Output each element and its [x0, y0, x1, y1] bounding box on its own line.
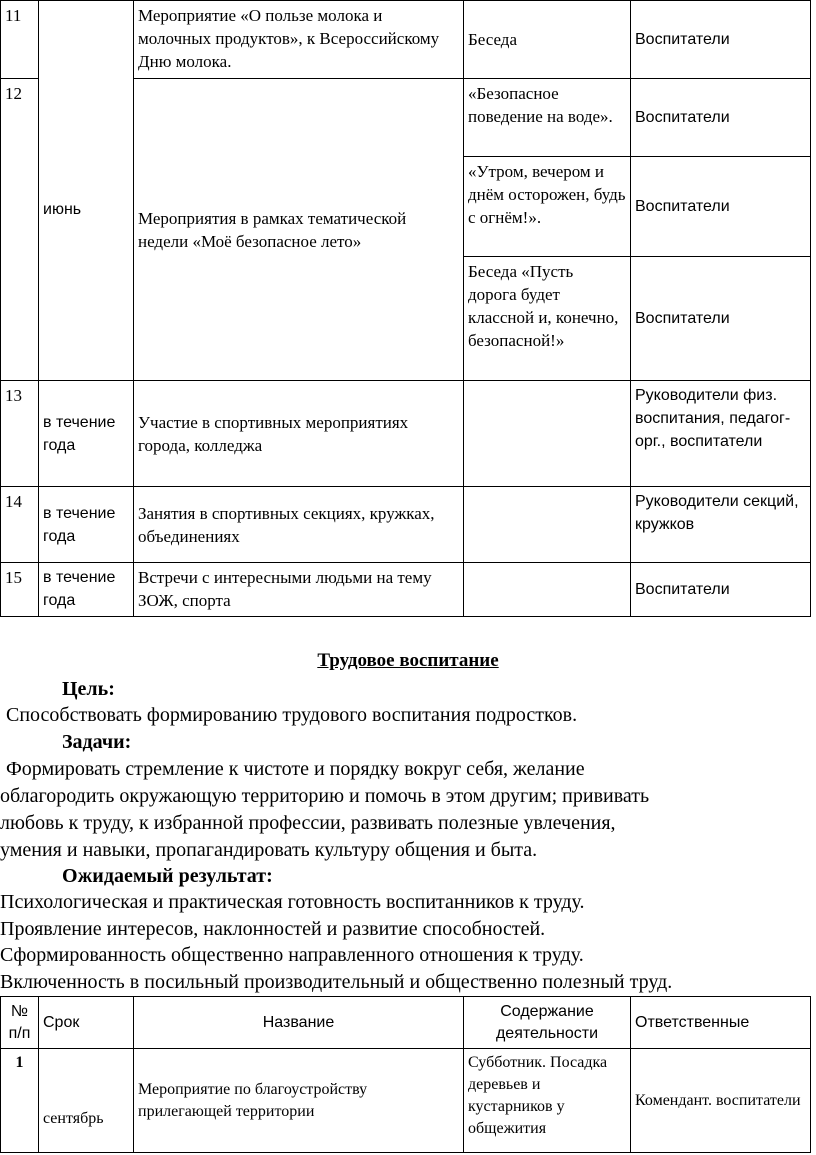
- tasks-line: любовь к труду, к избранной профессии, развивать полезные увлечения,: [0, 812, 616, 834]
- table-row: [1, 487, 811, 563]
- period-cell: в течение года: [39, 381, 134, 487]
- row-number: 1: [1, 1049, 39, 1153]
- responsible-cell: Воспитатели: [631, 79, 811, 157]
- activity-cell: Участие в спортивных мероприятиях города, колледжа: [134, 381, 464, 487]
- responsible-cell: Комендант. воспитатели: [631, 1049, 811, 1153]
- period-cell: июнь: [39, 1, 134, 381]
- responsible-cell: Воспитатели: [631, 1, 811, 79]
- events-table-2: [0, 996, 811, 1153]
- table-header-row: [1, 997, 811, 1049]
- responsible-cell: Воспитатели: [631, 563, 811, 617]
- activity-cell: Встречи с интересными людьми на тему ЗОЖ, спорта: [134, 563, 464, 617]
- row-number: 15: [1, 563, 39, 617]
- row-number: 12: [1, 79, 39, 381]
- table-row: [1, 563, 811, 617]
- tasks-line: умения и навыки, пропагандировать культуру общения и быта.: [0, 839, 538, 861]
- row-number: 14: [1, 487, 39, 563]
- responsible-cell: Воспитатели: [631, 257, 811, 381]
- goal-text: Способствовать формированию трудового воспитания подростков.: [6, 704, 578, 726]
- activity-cell: Мероприятие «О пользе молока и молочных продуктов», к Всероссийскому Дню молока.: [134, 1, 464, 79]
- result-line: Включенность в посильный производительный и общественно полезный труд.: [0, 971, 673, 993]
- activity-cell: Мероприятия в рамках тематической недели «Моё безопасное лето»: [134, 79, 464, 381]
- period-cell: сентябрь: [39, 1049, 134, 1153]
- responsible-cell: Руководители секций, кружков: [631, 487, 811, 563]
- goal-label: Цель:: [62, 678, 115, 700]
- form-cell: «Утром, вечером и днём осторожен, будь с огнём!».: [464, 157, 631, 257]
- responsible-cell: Руководители физ. воспитания, педагог-орг., воспитатели: [631, 381, 811, 487]
- tasks-line: облагородить окружающую территорию и помочь в этом другим; прививать: [0, 785, 650, 807]
- responsible-cell: Воспитатели: [631, 157, 811, 257]
- row-number: 13: [1, 381, 39, 487]
- result-label: Ожидаемый результат:: [62, 865, 273, 887]
- header-period: Срок: [39, 997, 134, 1049]
- form-cell: [464, 487, 631, 563]
- content-cell: Субботник. Посадка деревьев и кустарников у общежития: [464, 1049, 631, 1153]
- form-cell: [464, 563, 631, 617]
- tasks-label: Задачи:: [62, 731, 132, 753]
- result-line: Сформированность общественно направленного отношения к труду.: [0, 944, 584, 966]
- section-title: Трудовое воспитание: [317, 650, 499, 671]
- header-num: № п/п: [1, 997, 39, 1049]
- table-row: [1, 1049, 811, 1153]
- form-cell: [464, 381, 631, 487]
- table-row: [1, 381, 811, 487]
- name-cell: Мероприятие по благоустройству прилегающей территории: [134, 1049, 464, 1153]
- result-line: Психологическая и практическая готовность воспитанников к труду.: [0, 891, 585, 913]
- form-cell: Беседа: [464, 1, 631, 79]
- header-responsible: Ответственные: [631, 997, 811, 1049]
- result-line: Проявление интересов, наклонностей и развитие способностей.: [0, 918, 546, 940]
- header-name: Название: [134, 997, 464, 1049]
- form-cell: «Безопасное поведение на воде».: [464, 79, 631, 157]
- form-cell: Беседа «Пусть дорога будет классной и, конечно, безопасной!»: [464, 257, 631, 381]
- row-number: 11: [1, 1, 39, 79]
- period-cell: в течение года: [39, 487, 134, 563]
- tasks-line: Формировать стремление к чистоте и порядку вокруг себя, желание: [6, 758, 585, 780]
- activity-cell: Занятия в спортивных секциях, кружках, объединениях: [134, 487, 464, 563]
- header-content: Содержание деятельности: [464, 997, 631, 1049]
- period-cell: в течение года: [39, 563, 134, 617]
- table-row: [1, 1, 811, 79]
